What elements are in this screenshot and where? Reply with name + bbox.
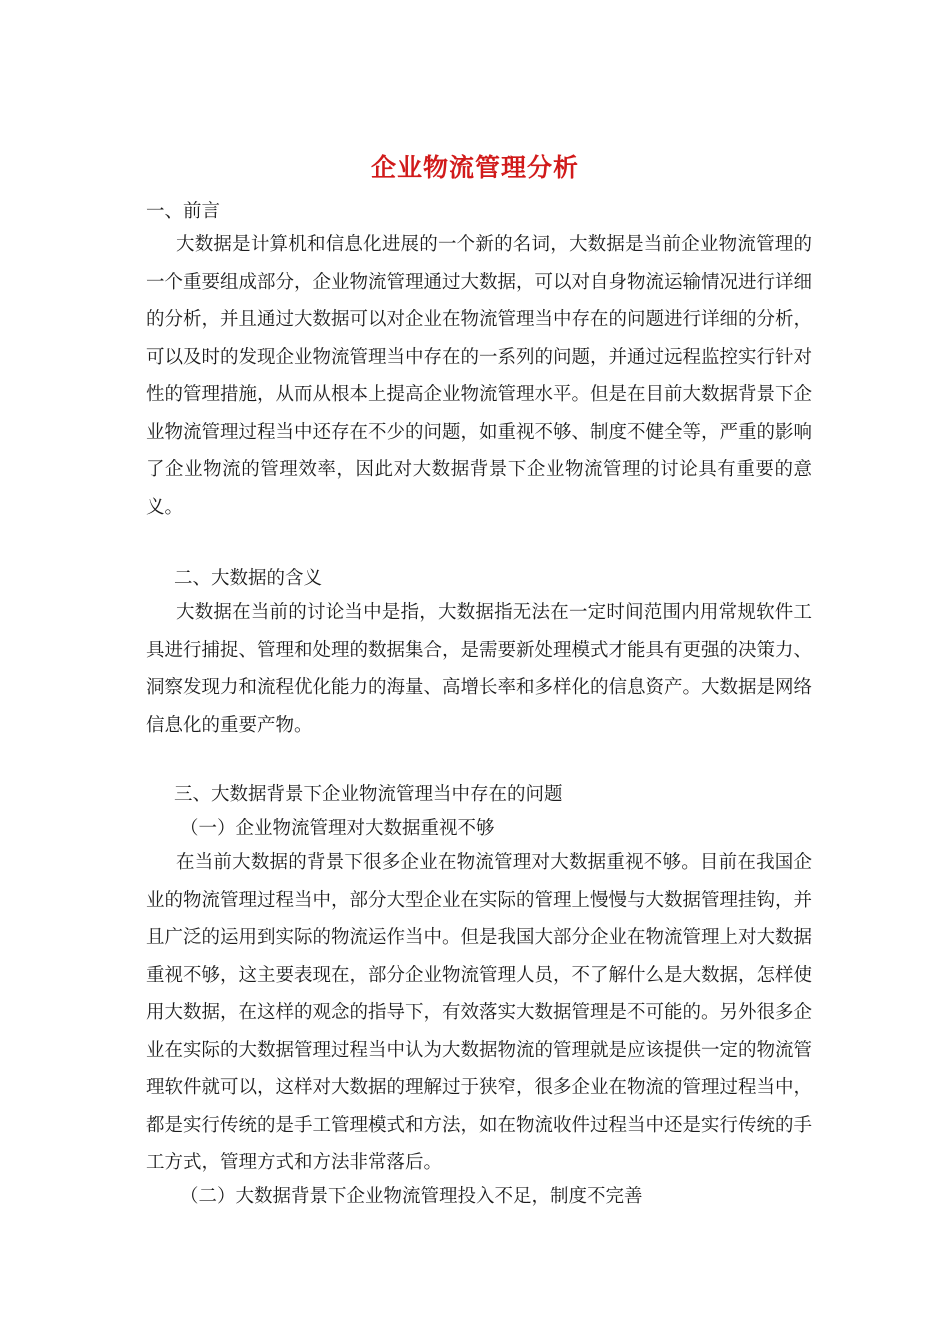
- paragraph-preface: 大数据是计算机和信息化进展的一个新的名词，大数据是当前企业物流管理的一个重要组成部分，企业物流管理通过大数据，可以对自身物流运输情况进行详细的分析，并且通过大数据可以对企业在物流管理当中存在的问题进行详细的分析，可以及时的发现企业物流管理当中存在的一系列的问题，并通过远程监控实行针对性的管理措施，从而从根本上提高企业物流管理水平。但是在目前大数据背景下企业物流管理过程当中还存在不少的问题，如重视不够、制度不健全等，严重的影响了企业物流的管理效率，因此对大数据背景下企业物流管理的讨论具有重要的意义。: [146, 234, 813, 518]
- section-heading-meaning: 二、大数据的含义: [174, 568, 323, 589]
- subsection-heading-investment: （二）大数据背景下企业物流管理投入不足，制度不完善: [180, 1186, 643, 1207]
- paragraph-attention: 在当前大数据的背景下很多企业在物流管理对大数据重视不够。目前在我国企业的物流管理过程当中，部分大型企业在实际的管理上慢慢与大数据管理挂钩，并且广泛的运用到实际的物流运作当中。但是我国大部分企业在物流管理上对大数据重视不够，这主要表现在，部分企业物流管理人员，不了解什么是大数据，怎样使用大数据，在这样的观念的指导下，有效落实大数据管理是不可能的。另外很多企业在实际的大数据管理过程当中认为大数据物流的管理就是应该提供一定的物流管理软件就可以，这样对大数据的理解过于狭窄，很多企业在物流的管理过程当中，都是实行传统的是手工管理模式和方法，如在物流收件过程当中还是实行传统的手工方式，管理方式和方法非常落后。: [146, 852, 813, 1173]
- subsection-heading-attention: （一）企业物流管理对大数据重视不够: [180, 818, 495, 839]
- section-heading-preface: 一、前言: [146, 201, 221, 222]
- section-heading-problems: 三、大数据背景下企业物流管理当中存在的问题: [174, 784, 563, 805]
- paragraph-meaning: 大数据在当前的讨论当中是指，大数据指无法在一定时间范围内用常规软件工具进行捕捉、管理和处理的数据集合，是需要新处理模式才能具有更强的决策力、洞察发现力和流程优化能力的海量、高增长率和多样化的信息资产。大数据是网络信息化的重要产物。: [146, 602, 813, 736]
- document-title: 企业物流管理分析: [370, 153, 579, 182]
